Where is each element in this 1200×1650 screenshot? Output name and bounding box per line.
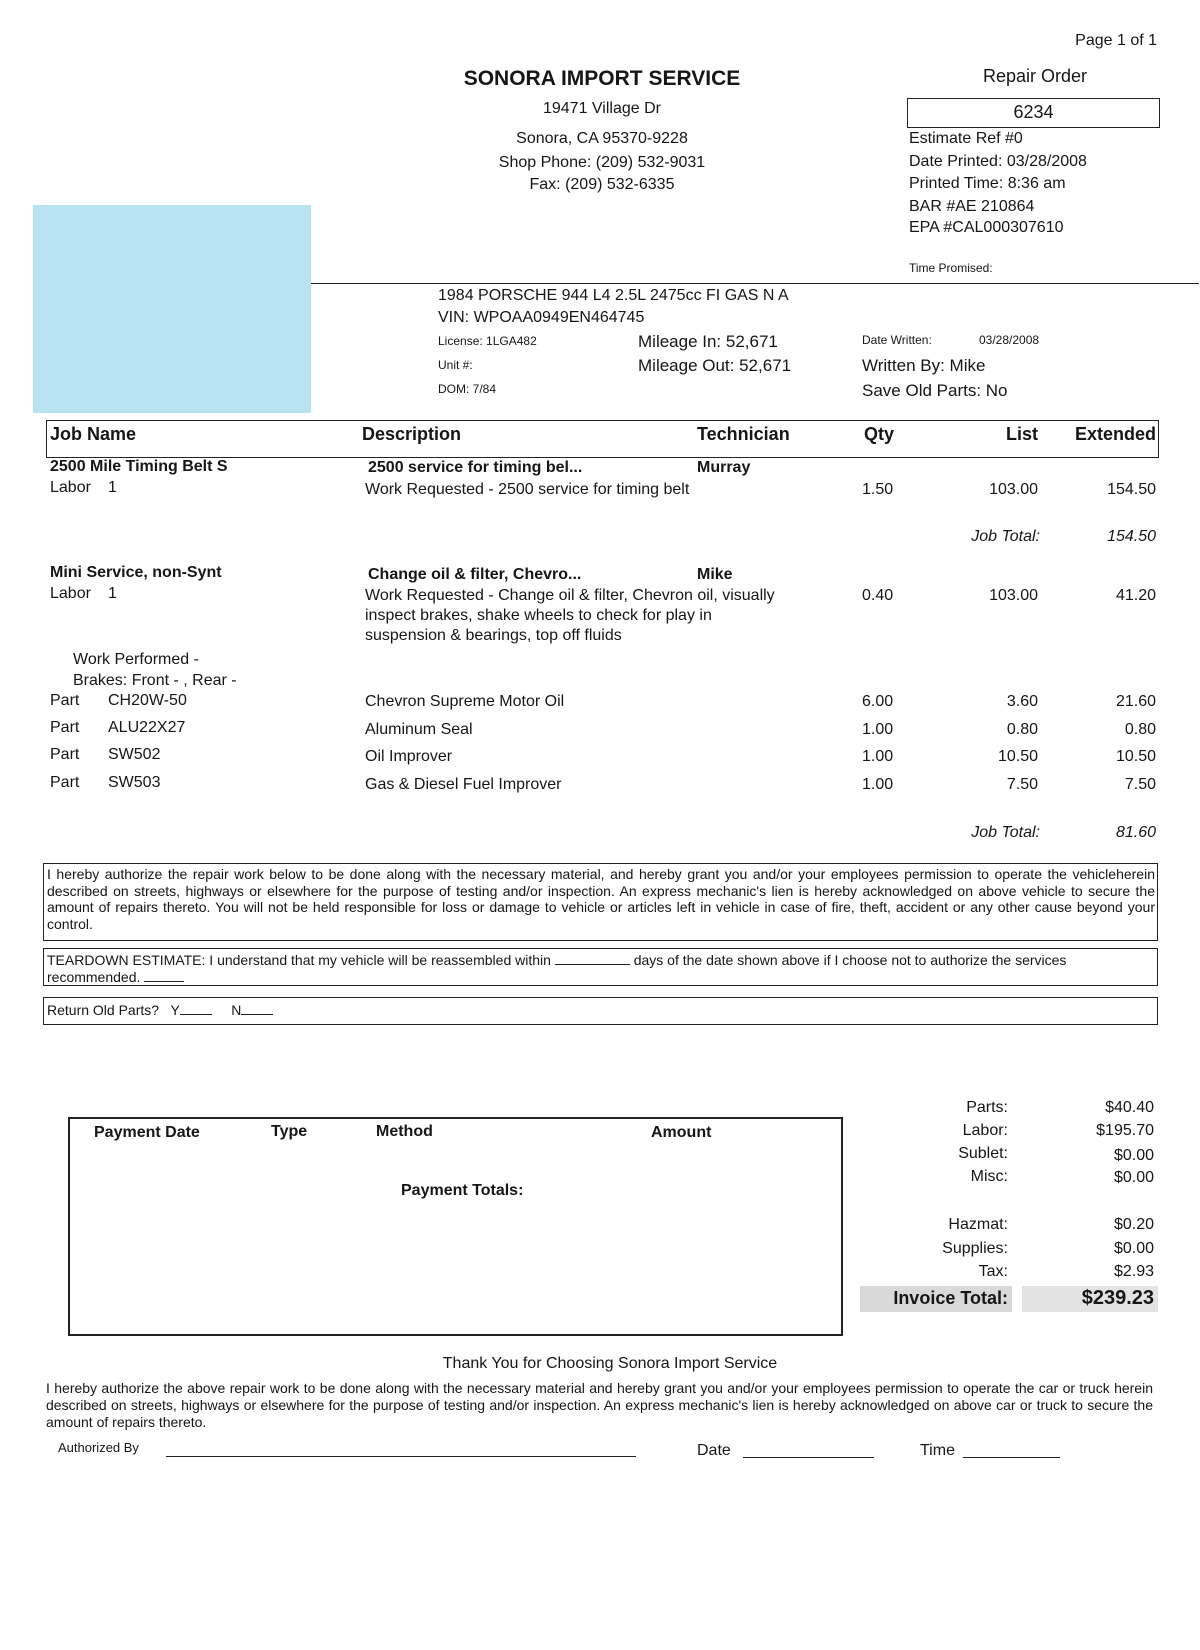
footer-authorization: I hereby authorize the above repair work to be done along with the necessary material and hereby grant you and/or your employees permission to operate the car or truck herein described on streets, highways or elsewhere for the purpose of testing and/or inspection. An express mechanic's lien is hereby acknowledged on above car or truck to secure the amount of repairs thereto. <box>46 1380 1153 1430</box>
part-list: 0.80 <box>1006 721 1038 738</box>
return-old-parts-label: Return Old Parts? <box>47 1002 160 1018</box>
return-yes-label: Y <box>170 1002 180 1018</box>
return-no-label: N <box>231 1002 242 1018</box>
hazmat-total-label: Hazmat: <box>948 1216 1008 1233</box>
tax-total-label: Tax: <box>978 1263 1008 1280</box>
part-description: Aluminum Seal <box>365 721 473 738</box>
part-label: Part <box>50 692 80 709</box>
hazmat-total: $0.20 <box>1113 1216 1154 1233</box>
part-label: Part <box>50 774 80 791</box>
payment-method-header: Method <box>376 1123 433 1140</box>
job1-labor-number: 1 <box>108 479 117 496</box>
shop-address-line1: 19471 Village Dr <box>542 100 661 117</box>
teardown-text-c: services recommended. <box>47 952 1067 985</box>
time-promised: Time Promised: <box>909 261 993 275</box>
shop-address-line2: Sonora, CA 95370-9228 <box>516 130 688 147</box>
payment-type-header: Type <box>271 1123 308 1140</box>
return-old-parts <box>47 1002 273 1019</box>
part-extended: 7.50 <box>1124 776 1156 793</box>
part-extended: 0.80 <box>1124 721 1156 738</box>
time-label: Time <box>920 1442 955 1459</box>
invoice-total: $239.23 <box>1081 1287 1154 1309</box>
teardown-text-b: days of the date shown above if I choose not to authorize the <box>633 952 1012 968</box>
part-description: Chevron Supreme Motor Oil <box>365 693 565 710</box>
repair-order-title: Repair Order <box>982 66 1088 86</box>
teardown-initial-blank[interactable] <box>144 981 184 982</box>
header-job-name: Job Name <box>50 424 137 444</box>
time-line[interactable] <box>963 1457 1060 1458</box>
date-written-label: Date Written: <box>862 333 932 347</box>
job1-qty: 1.50 <box>862 481 894 498</box>
payment-box <box>68 1117 843 1336</box>
shop-name: SONORA IMPORT SERVICE <box>463 67 741 90</box>
parts-total: $40.40 <box>1105 1099 1154 1116</box>
job2-qty: 0.40 <box>862 587 894 604</box>
job2-brakes: Brakes: Front - , Rear - <box>73 672 237 689</box>
vehicle-unit: Unit #: <box>438 358 473 372</box>
mileage-out: Mileage Out: 52,671 <box>638 356 792 375</box>
return-no-blank[interactable] <box>241 1014 273 1015</box>
printed-time: Printed Time: 8:36 am <box>909 175 1066 192</box>
misc-total: $0.00 <box>1113 1169 1154 1186</box>
estimate-ref: Estimate Ref #0 <box>909 130 1023 147</box>
header-technician: Technician <box>697 424 790 444</box>
teardown-text-a: TEARDOWN ESTIMATE: I understand that my vehicle will be reassembled within <box>47 952 551 968</box>
job1-extended: 154.50 <box>1107 481 1156 498</box>
vehicle-dom: DOM: 7/84 <box>438 382 497 396</box>
part-extended: 21.60 <box>1115 693 1156 710</box>
sublet-total: $0.00 <box>1113 1147 1154 1164</box>
teardown-estimate-box <box>43 948 1158 986</box>
job2-description-title: Change oil & filter, Chevro... <box>368 566 582 583</box>
header-extended: Extended <box>1074 424 1156 444</box>
job1-name: 2500 Mile Timing Belt S <box>50 458 228 475</box>
part-qty: 1.00 <box>862 748 894 765</box>
bar-number: BAR #AE 210864 <box>909 198 1035 215</box>
job2-labor-number: 1 <box>108 585 117 602</box>
authorized-by-label: Authorized By <box>58 1440 139 1455</box>
vehicle-vin: VIN: WPOAA0949EN464745 <box>438 309 645 326</box>
part-list: 7.50 <box>1006 776 1038 793</box>
payment-totals-label: Payment Totals: <box>401 1182 524 1199</box>
date-written: 03/28/2008 <box>979 333 1040 347</box>
payment-date-header: Payment Date <box>94 1124 200 1141</box>
vehicle-description: 1984 PORSCHE 944 L4 2.5L 2475cc FI GAS N A <box>438 287 789 304</box>
part-label: Part <box>50 719 80 736</box>
job1-list: 103.00 <box>989 481 1038 498</box>
part-qty: 1.00 <box>862 776 894 793</box>
tax-total: $2.93 <box>1113 1263 1154 1280</box>
part-code: SW503 <box>108 774 161 791</box>
supplies-total-label: Supplies: <box>942 1240 1008 1257</box>
job2-name: Mini Service, non-Synt <box>50 564 222 581</box>
mileage-in: Mileage In: 52,671 <box>638 332 778 351</box>
job2-extended: 41.20 <box>1115 587 1156 604</box>
job1-technician: Murray <box>697 459 751 476</box>
part-code: CH20W-50 <box>108 692 187 709</box>
date-label: Date <box>697 1442 731 1459</box>
job1-description-title: 2500 service for timing bel... <box>368 459 583 476</box>
job2-total: 81.60 <box>1115 824 1156 841</box>
return-yes-blank[interactable] <box>180 1014 212 1015</box>
invoice-total-label: Invoice Total: <box>893 1288 1008 1308</box>
header-list: List <box>1005 424 1038 444</box>
job2-work-requested-line2: inspect brakes, shake wheels to check for play in <box>365 607 712 624</box>
page-number: Page 1 of 1 <box>1075 32 1157 49</box>
part-qty: 1.00 <box>862 721 894 738</box>
date-line[interactable] <box>743 1457 874 1458</box>
authorization-notice: I hereby authorize the repair work below to be done along with the necessary material, and hereby grant you and/or your employees permission to operate the vehicleherein described on streets, highways or elsewhere for the purpose of testing and/or inspection. An express mechanic's lien is hereby acknowledged on above vehicle to secure the amount of repairs thereto. You will not be held responsible for loss or damage to vehicle or articles left in vehicle in case of fire, theft, accident or any other cause beyond your control. <box>47 866 1155 932</box>
redacted-customer-info <box>33 205 311 413</box>
authorized-by-signature-line[interactable] <box>166 1456 636 1457</box>
part-qty: 6.00 <box>862 693 894 710</box>
part-code: SW502 <box>108 746 161 763</box>
payment-amount-header: Amount <box>651 1124 712 1141</box>
part-list: 3.60 <box>1006 693 1038 710</box>
job2-total-label: Job Total: <box>971 824 1040 841</box>
teardown-estimate <box>47 952 1155 985</box>
job2-technician: Mike <box>697 566 733 583</box>
save-old-parts: Save Old Parts: No <box>862 381 1008 400</box>
return-old-parts-box <box>43 997 1158 1025</box>
job2-work-requested-line3: suspension & bearings, top off fluids <box>365 627 622 644</box>
job1-work-requested: Work Requested - 2500 service for timing belt <box>365 481 690 498</box>
thank-you-message: Thank You for Choosing Sonora Import Service <box>442 1355 778 1372</box>
job2-work-performed: Work Performed - <box>73 651 199 668</box>
job2-list: 103.00 <box>989 587 1038 604</box>
job1-labor-label: Labor <box>50 479 91 496</box>
shop-phone: Shop Phone: (209) 532-9031 <box>498 154 706 171</box>
shop-fax: Fax: (209) 532-6335 <box>529 176 675 193</box>
header-description: Description <box>362 424 462 444</box>
header-divider <box>311 283 1199 284</box>
part-description: Oil Improver <box>365 748 453 765</box>
repair-order-number: 6234 <box>907 98 1160 128</box>
job2-work-requested-line1: Work Requested - Change oil & filter, Chevron oil, visually <box>365 587 775 604</box>
job2-labor-label: Labor <box>50 585 91 602</box>
part-code: ALU22X27 <box>108 719 186 736</box>
authorization-notice-box <box>43 863 1158 941</box>
part-label: Part <box>50 746 80 763</box>
labor-total-label: Labor: <box>962 1122 1008 1139</box>
date-printed: Date Printed: 03/28/2008 <box>909 153 1087 170</box>
part-extended: 10.50 <box>1115 748 1156 765</box>
sublet-total-label: Sublet: <box>958 1145 1008 1162</box>
written-by: Written By: Mike <box>862 356 986 375</box>
epa-number: EPA #CAL000307610 <box>909 219 1064 236</box>
supplies-total: $0.00 <box>1113 1240 1154 1257</box>
part-description: Gas & Diesel Fuel Improver <box>365 776 562 793</box>
parts-total-label: Parts: <box>966 1099 1008 1116</box>
labor-total: $195.70 <box>1096 1122 1154 1139</box>
job1-total: 154.50 <box>1107 528 1156 545</box>
part-list: 10.50 <box>997 748 1038 765</box>
teardown-days-blank[interactable] <box>555 964 630 965</box>
job1-total-label: Job Total: <box>971 528 1040 545</box>
misc-total-label: Misc: <box>970 1168 1008 1185</box>
vehicle-license: License: 1LGA482 <box>438 334 537 348</box>
header-qty: Qty <box>864 424 895 444</box>
